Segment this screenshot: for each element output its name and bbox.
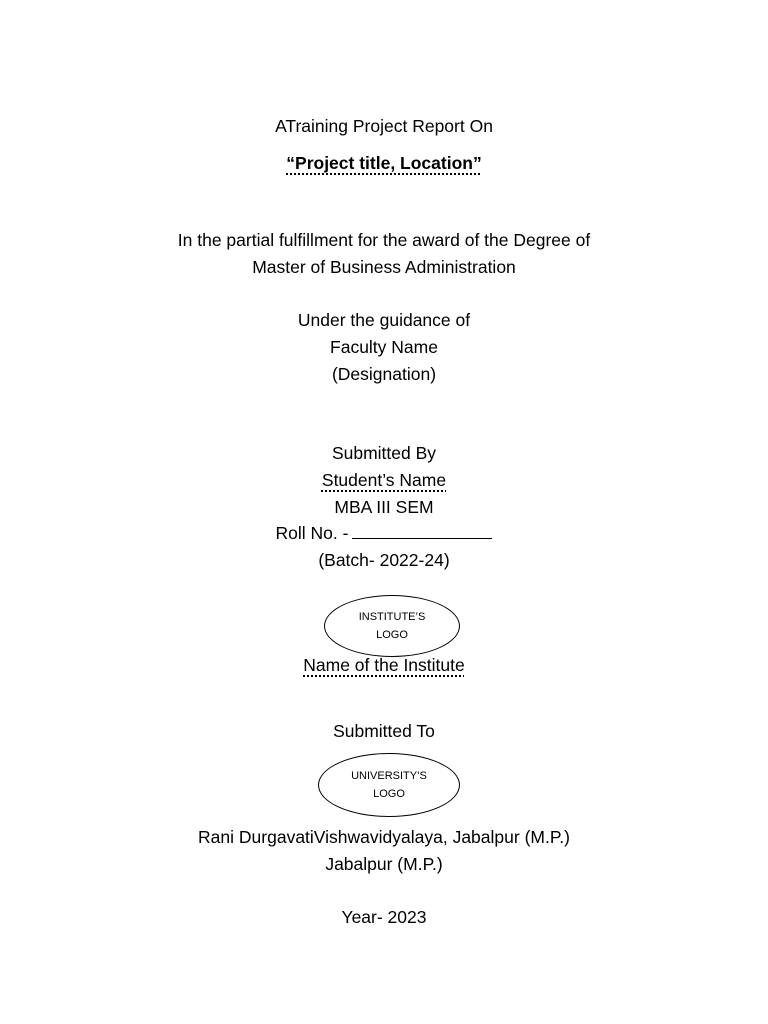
faculty-designation: (Designation) [331, 364, 437, 384]
university-logo-text [351, 767, 427, 803]
semester: MBA III SEM [334, 497, 434, 517]
submitted-by-label: Submitted By [331, 443, 437, 463]
student-name [0, 469, 768, 491]
roll-number [0, 522, 768, 544]
university-city: Jabalpur (M.P.) [325, 854, 443, 874]
university-logo-line-2: LOGO [373, 788, 405, 800]
faculty-name: Faculty Name [330, 337, 438, 357]
institute-name [0, 654, 768, 676]
fulfillment-line-1: In the partial fulfillment for the award of the Degree of [177, 230, 591, 250]
project-title-text: “Project title, Location” [286, 153, 482, 173]
university-logo-line-1: UNIVERSITY’S [351, 770, 427, 782]
institute-logo-placeholder [324, 595, 460, 657]
fulfillment-line-2: Master of Business Administration [252, 257, 516, 277]
submitted-to-label: Submitted To [333, 721, 435, 741]
institute-name-text: Name of the Institute [303, 655, 465, 675]
report-heading: ATraining Project Report On [275, 116, 493, 136]
roll-number-blank [352, 524, 492, 539]
roll-number-label: Roll No. - [275, 523, 349, 543]
batch: (Batch- 2022-24) [318, 550, 450, 570]
university-logo-placeholder [318, 753, 460, 817]
institute-logo-text [359, 608, 426, 644]
report-year: Year- 2023 [341, 907, 427, 927]
institute-logo-line-1: INSTITUTE’S [358, 611, 426, 623]
project-title [0, 152, 768, 174]
student-name-text: Student’s Name [321, 470, 447, 490]
institute-logo-line-2: LOGO [376, 629, 408, 641]
guidance-label: Under the guidance of [297, 310, 471, 330]
university-name: Rani DurgavatiVishwavidyalaya, Jabalpur (M.P.) [198, 827, 570, 847]
